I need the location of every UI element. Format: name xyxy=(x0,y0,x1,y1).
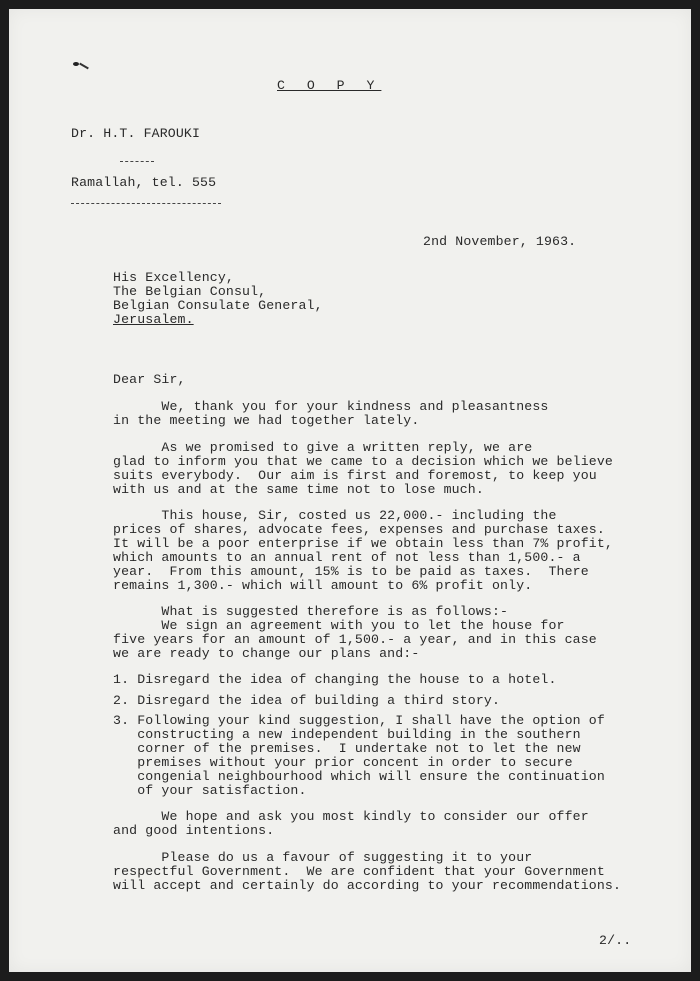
paragraph-3 xyxy=(113,509,613,593)
separator-short xyxy=(120,161,154,162)
paragraph-5 xyxy=(113,810,589,838)
text-line: glad to inform you that we came to a decision which we believe xyxy=(113,454,613,469)
paragraph-2 xyxy=(113,441,613,497)
text-line: which amounts to an annual rent of not less than 1,500.- a xyxy=(113,550,581,565)
text-line: with us and at the same time not to lose much. xyxy=(113,482,484,497)
text-line: We, thank you for your kindness and pleasantness xyxy=(113,399,549,414)
text-line: We hope and ask you most kindly to consider our offer xyxy=(113,809,589,824)
text-line: prices of shares, advocate fees, expenses and purchase taxes. xyxy=(113,522,605,537)
separator-long xyxy=(71,203,221,204)
letter-page xyxy=(9,9,691,972)
text-line: We sign an agreement with you to let the house for xyxy=(113,618,565,633)
text-line: remains 1,300.- which will amount to 6% profit only. xyxy=(113,578,533,593)
copy-heading: C O P Y xyxy=(277,78,382,93)
recipient-city: Jerusalem. xyxy=(113,312,194,327)
recipient-line: The Belgian Consul, xyxy=(113,284,267,299)
list-item-2 xyxy=(113,694,500,708)
text-line: five years for an amount of 1,500.- a year, and in this case xyxy=(113,632,597,647)
text-line: What is suggested therefore is as follows:- xyxy=(113,604,509,619)
text-line: will accept and certainly do according to your recommendations. xyxy=(113,878,622,893)
list-line: congenial neighbourhood which will ensure the continuation xyxy=(113,769,605,784)
paragraph-1 xyxy=(113,400,548,428)
list-line: 2. Disregard the idea of building a third story. xyxy=(113,693,501,708)
letter-date: 2nd November, 1963. xyxy=(423,234,577,249)
recipient-line: Belgian Consulate General, xyxy=(113,298,323,313)
list-line: constructing a new independent building in the southern xyxy=(113,727,581,742)
text-line: in the meeting we had together lately. xyxy=(113,413,420,428)
salutation: Dear Sir, xyxy=(113,372,186,387)
sender-address: Ramallah, tel. 555 xyxy=(71,175,217,190)
list-line: premises without your prior concent in order to secure xyxy=(113,755,573,770)
text-line: As we promised to give a written reply, we are xyxy=(113,440,533,455)
list-item-1 xyxy=(113,673,557,687)
text-line: This house, Sir, costed us 22,000.- including the xyxy=(113,508,557,523)
page-continuation-marker: 2/.. xyxy=(599,933,632,948)
recipient-address xyxy=(113,271,323,327)
paragraph-6 xyxy=(113,851,621,893)
text-line: we are ready to change our plans and:- xyxy=(113,646,420,661)
list-item-3 xyxy=(113,714,605,798)
list-line: 3. Following your kind suggestion, I shall have the option of xyxy=(113,713,605,728)
text-line: year. From this amount, 15% is to be paid as taxes. There xyxy=(113,564,589,579)
text-line: and good intentions. xyxy=(113,823,275,838)
sender-name: Dr. H.T. FAROUKI xyxy=(71,126,201,141)
paragraph-4 xyxy=(113,605,597,661)
list-line: corner of the premises. I undertake not to let the new xyxy=(113,741,581,756)
list-line: 1. Disregard the idea of changing the house to a hotel. xyxy=(113,672,557,687)
text-line: It will be a poor enterprise if we obtain less than 7% profit, xyxy=(113,536,613,551)
text-line: suits everybody. Our aim is first and foremost, to keep you xyxy=(113,468,597,483)
list-line: of your satisfaction. xyxy=(113,783,307,798)
text-line: respectful Government. We are confident that your Government xyxy=(113,864,605,879)
recipient-line: His Excellency, xyxy=(113,270,234,285)
ink-blot-tail xyxy=(79,63,89,70)
text-line: Please do us a favour of suggesting it to your xyxy=(113,850,533,865)
